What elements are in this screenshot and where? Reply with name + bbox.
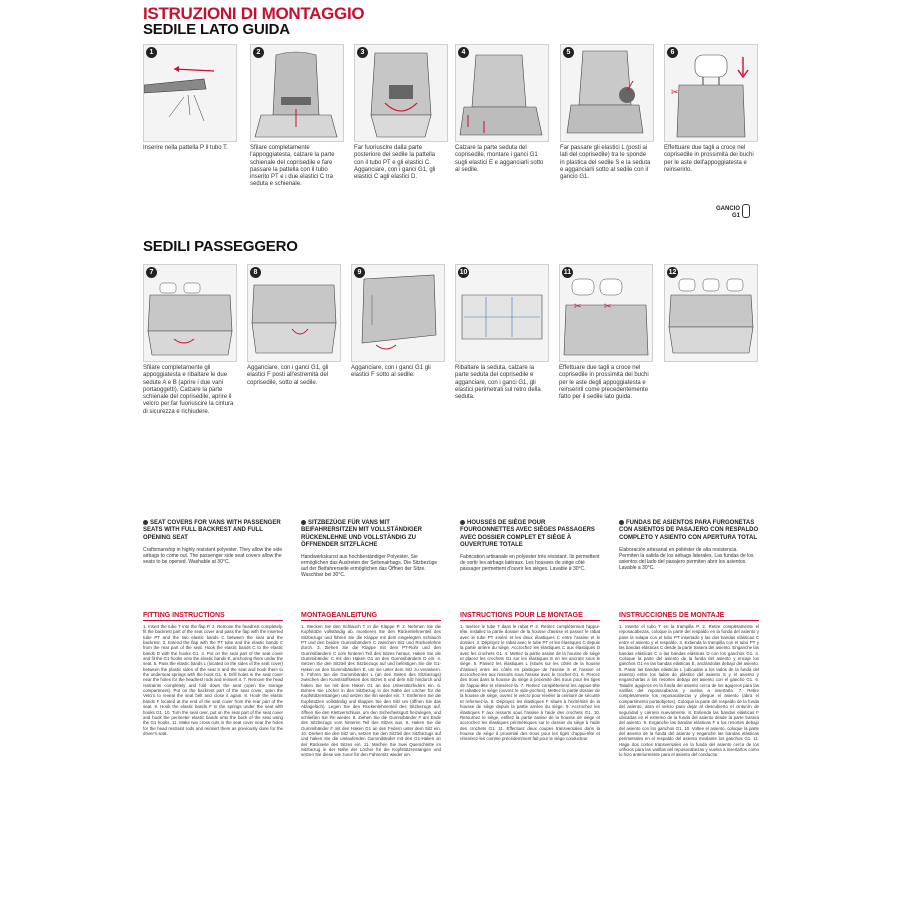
step-illustration [250,44,344,142]
hook-icon [742,204,750,218]
bench-illustration [456,265,548,361]
step-number: 6 [667,47,678,58]
lang-intro: Craftsmanship in highly resistant polyester. They allow the side airbags to come out. The passenger side seat covers allow the seats to be opened. Washable at 30°C. [143,546,283,565]
step-number: 2 [253,47,264,58]
inst-title-fr: INSTRUCTIONS POUR LE MONTAGE [460,612,600,621]
step-illustration [560,44,654,142]
step-caption: Agganciare, con i ganci G1 gli elastici F sotto al sedile. [351,365,431,379]
lang-intro: Elaboración artesanal en poliéster de alta resistencia. Permiten la salida de los airbags laterales. Las fundas de los asientos del lado del pasajero permiten abrir los asientos. Lavable a 30°C. [619,546,754,571]
flag-icon [301,520,306,525]
seat-illustration [456,45,548,141]
subtitle-driver: SEDILE LATO GUIDA [143,21,290,38]
flag-icon [619,520,624,525]
step-number: 12 [668,269,677,276]
driver-step-3 [354,44,446,181]
subtitle-passenger: SEDILI PASSEGGERO [143,238,298,255]
driver-step-1 [143,44,235,152]
step-number: 5 [563,47,574,58]
lang-col-es [619,520,759,571]
lang-title: HOUSSES DE SIÈGE POUR FOURGONNETTES AVEC SIÈGES PASSAGERS AVEC DOSSIER COMPLET ET SIÈGE À OUVERTURE TOTALE [460,520,595,548]
passenger-step-10 [455,264,547,401]
flag-icon [460,520,465,525]
inst-title-en: FITTING INSTRUCTIONS [143,612,283,621]
step-illustration [664,44,758,142]
passenger-step-9 [351,264,443,380]
step-number: 7 [146,267,157,278]
driver-step-6 [664,44,756,174]
passenger-step-11 [559,264,651,401]
seat-illustration [144,45,236,141]
inst-title-es: INSTRUCCIONES DE MONTAJE [619,612,759,621]
step-illustration [455,44,549,142]
step-caption: Far passare gli elastici L (posti ai lati del coprisedile) tra le sponde in plastica del sedile S e la seduta e agganciarli sotto al sedile con il gancio G1. [560,145,651,181]
step-number: 3 [357,47,368,58]
lang-col-de [301,520,441,578]
step-caption: Far fuoriuscire dalla parte posteriore del sedile la pattella con il tubo PT e gli elastici C. Agganciare, con i ganci G1, gli elastici C agli elastici D. [354,145,436,181]
step-caption: Agganciare, con i ganci G1, gli elastici F posti all'estremità del coprisedile, sotto al sedile. [247,365,329,386]
step-caption: Effettuare due tagli a croce nel coprisedile in prossimità dei buchi per le aste dell'appoggiatesta e reinserirlo. [664,145,754,173]
lang-title: SITZBEZÜGE FÜR VANS MIT BEIFAHRERSITZEN MIT VOLLSTÄNDIGER RÜCKENLEHNE UND VOLLSTÄNDIG ZU ÖFFNENDER SITZFLÄCHE [301,520,423,548]
step-illustration [354,44,448,142]
step-caption: Calzare la parte seduta del coprisedile, montare i ganci G1 sugli elastici E e agganciarli sotto al sedile. [455,145,544,173]
step-number: 4 [458,47,469,58]
bench-illustration [144,265,236,361]
gancio-label: GANCIO G1 [716,206,740,219]
step-illustration [455,264,549,362]
step-caption: Inserire nella pattella P il tubo T. [143,145,228,151]
step-illustration [351,264,445,362]
bench-illustration [248,265,340,361]
bench-illustration [665,265,757,361]
step-caption: Ribaltare la seduta, calzare la parte seduta del coprisedile e agganciare, con i ganci G1, gli elastici perimetrali sul retro della seduta. [455,365,541,401]
step-number: 10 [459,269,468,276]
inst-body-en: 1. Insert the tube T into the flap P. 2. Remove the headrest completely, fit the backrest part of the seat cover and pass the flap with the inserted tube PT and the two elastic bands C between the seat and the backrest. 3. Extend the flap with the PT tube and the elastic bands C from the rear part of the seat. Hook the elastic bands C to the elastic bands D with the hooks G1. 4. Put on the seat part of the seat cover and fit the G1 hooks onto the elastic bands E, anchoring them under the seat. 5. Pass the elastic bands L (located on the sides of the seat cover) between the plastic sides of the seat S and the seat and hook them to the underseat springs with the hook G1. 6. Drill holes in the seat cover near the holes for the headrest rods and reinsert it. 7. Remove the head restraints completely and fold down the seat (open the storage compartment). Put on the backrest part of the seat cover, open the Velcro to reveal the seat belt and close it again. 8. Hook the elastic bands F located at the end of the seat cover from the rear part of the seat. 9. Hook the elastic bands F to the springs under the seat with hooks G1. 10. Turn the seat over, put on the seat part of the seat cover and hook the perimeter elastic bands onto the back of the seat using the G1 hooks. 11. Make two cross cuts in the seat cover near the holes for the head restraint rods and reinsert them as previously done for the driver's seat. [143,624,283,736]
driver-step-2 [250,44,342,189]
lang-intro: Fabrication artisanale en polyester très résistant. Ils permettent de sortir les airbags latéraux. Les housses de siège côté passager permettent d'ouvrir les sièges. Lavable à 30°C. [460,554,600,573]
step-illustration [143,264,237,362]
flag-icon [143,520,148,525]
step-illustration [559,264,653,362]
step-caption: Effettuare due tagli a croce nel coprisedile in prossimità dei buchi per le aste degli appoggiatesta e reinserirli come precedentemente fatto per il sedile lato guida. [559,365,649,401]
lang-intro: Handwerkskunst aus hochbeständiger Polyester. Sie ermöglichen das Austreten der Seitenairbags. Die Sitzbezüge auf der Beifahrerseite ermöglichen das Öffnen der Sitze. Waschbar bei 30°C. [301,554,438,579]
lang-col-fr [460,520,600,572]
seat-illustration [355,45,447,141]
step-illustration [143,44,237,142]
step-caption: Sfilare completamente l'appoggiatesta, calzare la parte schienale del coprisedile e fare passare la pattella con il tubo inserito PT e i due elastici C tra seduta e schienale. [250,145,335,188]
step-illustration [247,264,341,362]
svg-text:✂: ✂ [604,301,612,311]
lang-title: SEAT COVERS FOR VANS WITH PASSENGER SEATS WITH FULL BACKREST AND FULL OPENING SEAT [143,520,281,541]
step-number: 11 [563,269,572,276]
inst-body-fr: 1. Insérez le tube T dans le rabat P. 2. Retirez complètement l'appui-tête, installez la partie dossier de la housse d'assise et passez le rabat avec le tube PT inséré et les deux élastiques C entre l'assise et le dossier. 3. Déployez le rabat avec le tube PT et les élastiques C depuis la partie arrière du siège. Accrochez les élastiques C aux élastiques D avec les crochets G1. 4. Mettez la partie assise de la housse de siège et placez les crochets G1 sur les élastiques E en les ancrant sous le siège. 5. Passez les élastiques L (situés sur les côtés de la housse d'assise) entre les côtés en plastique de l'assise S et l'assise et accrochez-les aux ressorts sous l'assise avec le crochet G1. 6. Percez des trous dans la housse du siège à proximité des trous pour les tiges de l'appui-tête et réinsérez-la. 7. Retirez complètement les appuis-tête et rabattez le siège (ouvrez le vide-poches). Mettez la partie dossier de la housse de siège, ouvrez le velcro pour révéler la ceinture de sécurité et refermez-la. 8. Déployez les élastiques F situés à l'extrémité de la housse de siège depuis la partie arrière du siège. 9. Accrochez les élastiques F aux ressorts sous l'assise à l'aide des crochets G1. 10. Retournez le siège, enfilez la partie assise de la housse de siège et accrochez les élastiques périmétriques sur le dossier du siège à l'aide des crochets G1. 11. Effectuez deux coupes transversales dans la housse de siège à proximité des trous pour les tiges d'appui-tête et réinsérez-les comme précédemment fait pour le siège conducteur. [460,624,600,742]
seat-illustration [561,45,653,141]
step-number: 8 [250,267,261,278]
inst-body-es: 1. Inserte el tubo T en la trampilla P. 2. Retire completamente el reposacabezas, coloque la parte del respaldo en la funda del asiento y pase la solapa con el tubo PT insertado y las dos bandas elásticas C entre el asiento y el respaldo. 3. Extienda la trampilla con el tubo PT y las bandas elásticas C desde la parte trasera del asiento. Enganche las bandas elásticas C a las bandas elásticas D con los ganchos G1. 4. Coloque la parte del asiento de la funda del asiento y encaje los ganchos G1 en las bandas elásticas E, anclándolas debajo del asiento. 5. Pasar las bandas elásticas L (ubicadas a los lados de la funda del asiento) entre los lados de plástico del asiento S y el asiento y engancharlas a los resortes debajo del asiento con el gancho G1. 6. Taladre agujeros en la funda del asiento cerca de los agujeros para las varillas del reposacabezas y vuelva a insertarla. 7. Retire completamente los reposacabezas y pliegue el asiento (abra el compartimento portaobjetos). Coloque la parte del respaldo de la funda del asiento, abra el velcro para dejar al descubierto el cinturón de seguridad y ciérrelo nuevamente. 8. Extienda las bandas elásticas F ubicadas en el extremo de la funda del asiento desde la parte trasera del asiento. 9. Enganche las bandas elásticas F a los resortes debajo del asiento con los ganchos G1. 10. Voltee el asiento, coloque la parte del asiento de la funda del asiento y enganche las bandas elásticas perimetrales en el respaldo del asiento mediante los ganchos G1. 11. Haga dos cortes transversales en la funda del asiento cerca de los orificios para las varillas del reposacabezas y vuelva a insertarlos como lo hizo anteriormente para el asiento del conductor. [619,624,759,758]
passenger-step-8 [247,264,339,387]
driver-step-5 [560,44,652,181]
bench-illustration [560,265,652,361]
passenger-step-12 [664,264,756,365]
inst-body-de: 1. Stecken Sie den Schlauch T in die Klappe P. 2. Nehmen Sie die Kopfstütze vollständig ab, montieren Sie den Rückenlehnenteil des Sitzbezugs und führen Sie die Klappe mit dem eingelegten Schlauch PT und den beiden Gummibändern C zwischen Sitz und Rückenlehne durch. 3. Ziehen Sie die Klappe mit dem PT-Rohr und den Gummibändern C vom hinteren Teil des Sitzes heraus. Haken Sie die Gummibänder C mit den Haken G1 an den Gummibändern D ein. 4. Setzen Sie den Sitzteil des Sitzbezugs auf und befestigen Sie die G1-Haken an den Gummibändern E, um sie unter dem Sitz zu verankern. 5. Führen Sie die Gummibänder L (an den Seiten des Sitzbezugs) zwischen den Kunststoffseiten des Sitzes S und dem Sitz hindurch und haken Sie sie mit dem Haken G1 an den Unterstützfedern ein. 6. Bohren Sie Löcher in den Sitzbezug in der Nähe der Löcher für die Kopfstützenstangen und setzen Sie ihn wieder ein. 7. Entfernen Sie die Kopfstützen vollständig und klappen Sie den Sitz um (öffnen Sie das Ablagefach). Legen Sie den Rückenlehnenteil des Sitzbezugs auf, öffnen Sie den Klettverschluss, um den Sicherheitsgurt freizulegen, und schließen Sie ihn wieder. 8. Ziehen Sie die Gummibänder F am Ende des Sitzbezugs vom hinteren Teil des Sitzes aus. 9. Haken Sie die Gummibänder F mit den Haken G1 an den Federn unter dem Sitz ein. 10. Drehen Sie den Sitz um, setzen Sie den Sitzteil des Sitzbezugs auf und haken Sie die umlaufenden Gummibänder mit den G1-Haken an der Rückseite des Sitzes ein. 11. Machen Sie zwei Querschnitte im Sitzbezug in der Nähe der Löcher für die Kopfstützenstangen und setzen Sie diese wie zuvor für den Fahrersitz wieder ein. [301,624,441,758]
step-caption: Sfilare completamente gli appoggiatesta e ribaltare le due sedute A e B (aprire i due vani portaoggetti). Calzare la parte schienale del coprisedile, aprire il velcro per far fuoriuscire la cintura di sicurezza e richiudere. [143,365,234,415]
lang-title: FUNDAS DE ASIENTOS PARA FURGONETAS CON ASIENTOS DE PASAJERO CON RESPALDO COMPLETO Y ASIENTO CON APERTURA TOTAL [619,520,759,541]
title-main: ISTRUZIONI DI MONTAGGIO [143,4,365,23]
seat-illustration [665,45,757,141]
step-illustration [664,264,758,362]
svg-text:✂: ✂ [671,87,679,97]
bench-illustration [352,265,444,361]
driver-step-4 [455,44,547,174]
svg-text:✂: ✂ [574,301,582,311]
step-number: 9 [354,267,365,278]
passenger-step-7 [143,264,235,416]
lang-col-en [143,520,283,565]
inst-title-de: MONTAGEANLEITUNG [301,612,441,621]
step-number: 1 [146,47,157,58]
seat-illustration [251,45,343,141]
